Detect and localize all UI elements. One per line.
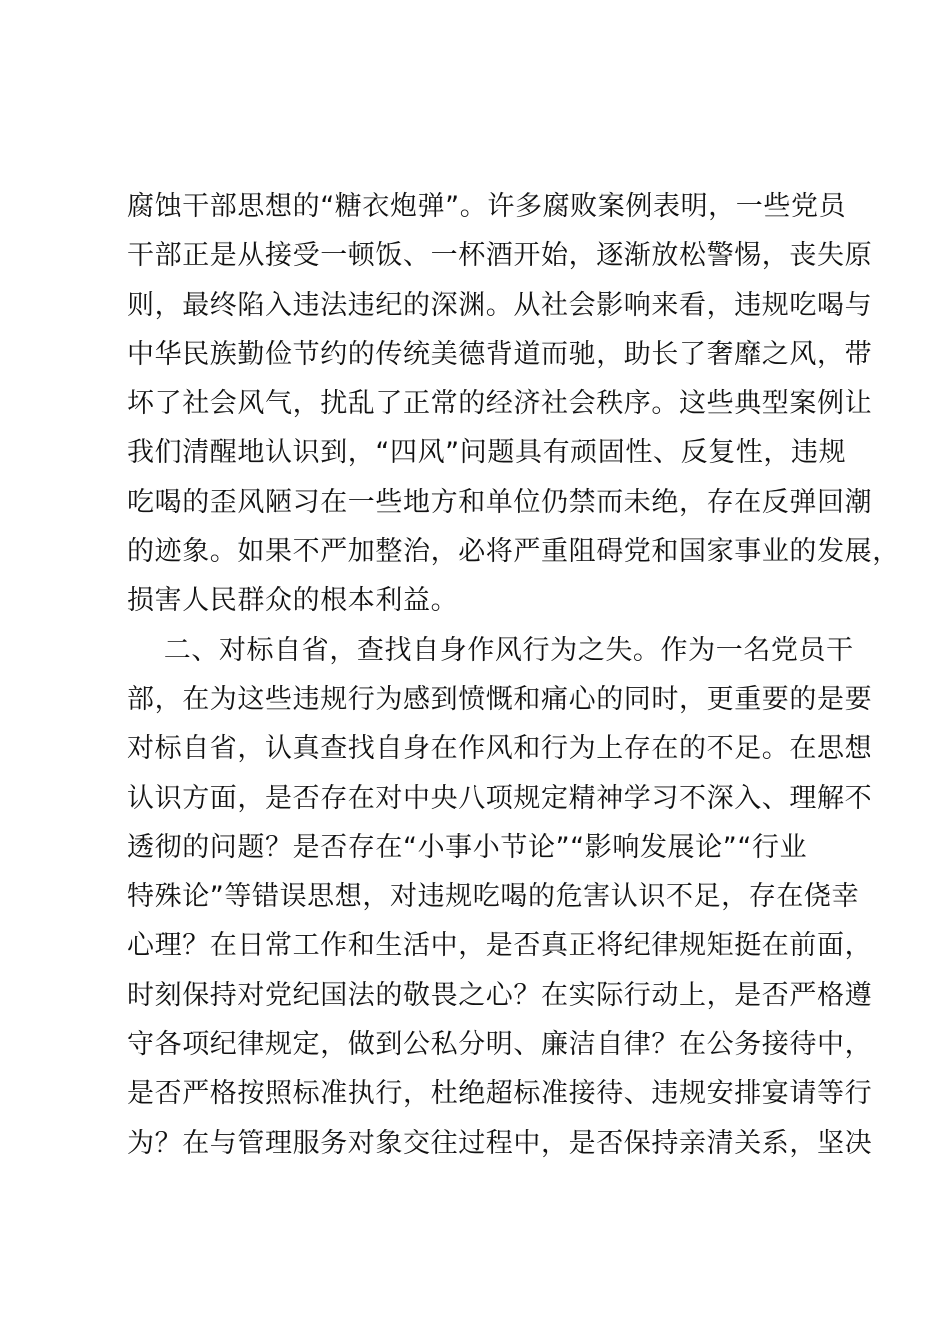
text-line: 部，在为这些违规行为感到愤慨和痛心的同时，更重要的是要 (127, 683, 873, 715)
text-line: 为？在与管理服务对象交往过程中，是否保持亲清关系，坚决 (127, 1127, 873, 1159)
text-line: 认识方面，是否存在对中央八项规定精神学习不深入、理解不 (127, 782, 873, 814)
text-line: 腐蚀干部思想的“糖衣炮弹”。许多腐败案例表明，一些党员 (127, 191, 847, 222)
text-line: 损害人民群众的根本利益。 (127, 585, 459, 617)
text-line: 对标自省，认真查找自身在作风和行为上存在的不足。在思想 (127, 733, 873, 765)
body-text (127, 182, 900, 1168)
text-line: 心理？在日常工作和生活中，是否真正将纪律规矩挺在前面， (127, 930, 873, 962)
text-line: 透彻的问题？是否存在“小事小节论”“影响发展论”“行业 (127, 831, 808, 863)
text-line: 坏了社会风气，扰乱了正常的经济社会秩序。这些典型案例让 (127, 388, 873, 420)
text-line: 则，最终陷入违法违纪的深渊。从社会影响来看，违规吃喝与 (127, 289, 873, 321)
text-line: 的迹象。如果不严加整治，必将严重阻碍党和国家事业的发展， (127, 536, 900, 568)
text-line: 守各项纪律规定，做到公私分明、廉洁自律？在公务接待中， (127, 1029, 873, 1061)
text-line: 特殊论”等错误思想，对违规吃喝的危害认识不足，存在侥幸 (127, 881, 860, 913)
text-line: 中华民族勤俭节约的传统美德背道而驰，助长了奢靡之风，带 (127, 338, 873, 370)
text-line: 我们清醒地认识到，“四风”问题具有顽固性、反复性，违规 (127, 437, 847, 469)
text-line: 吃喝的歪风陋习在一些地方和单位仍禁而未绝，存在反弹回潮 (127, 486, 873, 518)
text-line: 时刻保持对党纪国法的敬畏之心？在实际行动上，是否严格遵 (127, 979, 873, 1011)
text-line: 干部正是从接受一顿饭、一杯酒开始，逐渐放松警惕，丧失原 (127, 240, 873, 272)
text-line: 是否严格按照标准执行，杜绝超标准接待、违规安排宴请等行 (127, 1078, 873, 1110)
section-heading-line: 二、对标自省，查找自身作风行为之失。作为一名党员干 (127, 634, 854, 666)
